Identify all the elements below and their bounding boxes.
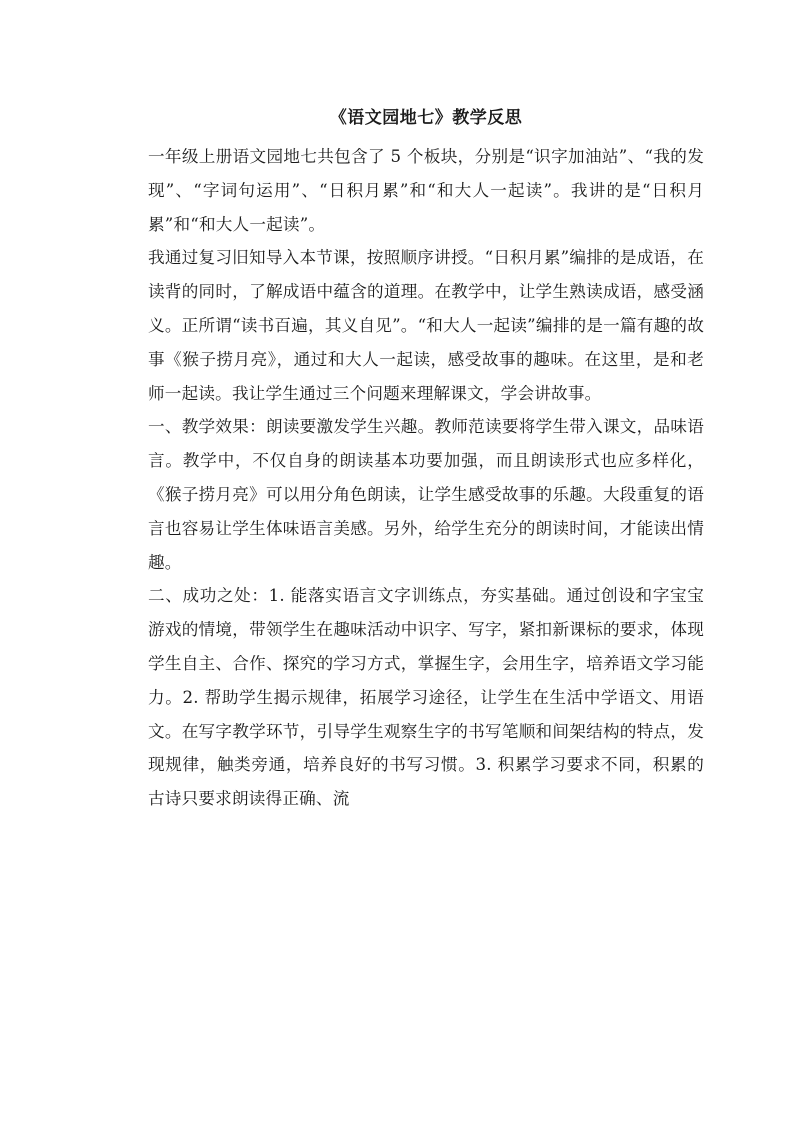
document-title: 《语文园地七》教学反思 <box>329 108 523 128</box>
paragraph-method: 我通过复习旧知导入本节课，按照顺序讲授。“日积月累”编排的是成语，在读背的同时，了解成语中蕴含的道理。在教学中，让学生熟读成语，感受涵义。正所谓“读书百遍，其义自见”。“和大人一起读”编排的是一篇有趣的故事《猴子捞月亮》，通过和大人一起读，感受故事的趣味。在这里，是和老师一起读。我让学生通过三个问题来理解课文，学会讲故事。 <box>148 248 704 403</box>
document-body <box>148 100 704 816</box>
paragraph-successes: 二、成功之处：1. 能落实语言文字训练点，夯实基础。通过创设和字宝宝游戏的情境，带领学生在趣味活动中识字、写字，紧扣新课标的要求，体现学生自主、合作、探究的学习方式，掌握生字，会用生字，培养语文学习能力。2. 帮助学生揭示规律，拓展学习途径，让学生在生活中学语文、用语文。在写字教学环节，引导学生观察生字的书写笔顺和间架结构的特点，发现规律，触类旁通，培养良好的书写习惯。3. 积累学习要求不同，积累的古诗只要求朗读得正确、流 <box>148 586 704 809</box>
paragraph-teaching-effect: 一、教学效果：朗读要激发学生兴趣。教师范读要将学生带入课文，品味语言。教学中，不仅自身的朗读基本功要加强，而且朗读形式也应多样化，《猴子捞月亮》可以用分角色朗读，让学生感受故事的乐趣。大段重复的语言也容易让学生体味语言美感。另外，给学生充分的朗读时间，才能读出情趣。 <box>148 417 704 572</box>
paragraph-intro: 一年级上册语文园地七共包含了 5 个板块，分别是“识字加油站”、“我的发现”、“字词句运用”、“日积月累”和“和大人一起读”。我讲的是“日积月累”和“和大人一起读”。 <box>148 147 704 234</box>
